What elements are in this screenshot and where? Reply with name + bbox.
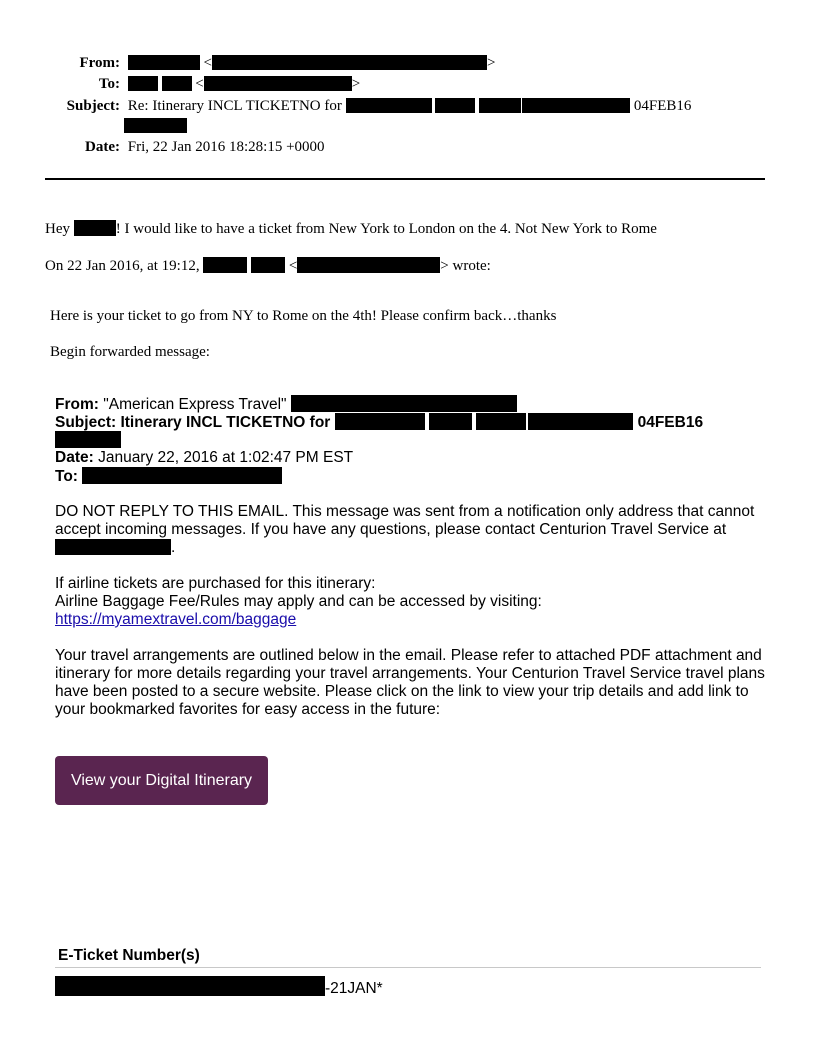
fwd-subject-continuation [55, 431, 121, 450]
quote-prefix: On 22 Jan 2016, at 19:12, [45, 258, 200, 274]
fwd-subject-row [55, 413, 703, 432]
redacted-quote-first [203, 257, 247, 273]
redacted-eticket-number [55, 976, 325, 996]
header-date-row [0, 139, 325, 156]
fwd-date-label: Date: [55, 449, 94, 466]
redacted-sender-email [212, 55, 487, 70]
redacted-fwd-subject-4 [528, 413, 633, 430]
eticket-divider [55, 967, 761, 968]
header-to-row [0, 76, 360, 93]
eticket-row [55, 976, 383, 998]
redacted-subject-3 [479, 98, 521, 113]
fwd-from-value: "American Express Travel" [103, 396, 287, 413]
fwd-subject-text: Itinerary INCL TICKETNO for [120, 414, 331, 431]
redacted-quote-last [251, 257, 285, 273]
fwd-date-value: January 22, 2016 at 1:02:47 PM EST [98, 449, 354, 466]
notice-paragraph [55, 503, 775, 557]
arrangements-paragraph: Your travel arrangements are outlined below in the email. Please refer to attached PDF attachment and itinerary for more details regarding your travel arrangements. Your Centurion Travel Service travel plans have been posted to a secure website. Please click on the link to view your trip details and add link to your bookmarked favorites for easy access in the future: [55, 647, 765, 718]
baggage-line-2: Airline Baggage Fee/Rules may apply and can be accessed by visiting: [55, 593, 542, 610]
subject-label: Subject: [66, 98, 120, 114]
subject-text: Re: Itinerary INCL TICKETNO for [127, 98, 342, 114]
fwd-to-label: To: [55, 468, 78, 485]
reply-line [45, 220, 657, 238]
baggage-link[interactable]: https://myamextravel.com/baggage [55, 611, 297, 628]
angle-open: < [288, 258, 298, 274]
fwd-subject-date-code: 04FEB16 [637, 414, 704, 431]
quoted-line-1: Here is your ticket to go from NY to Rome on the 4th! Please confirm back…thanks [50, 308, 557, 324]
angle-open: < [195, 76, 204, 92]
notice-end: . [171, 539, 176, 556]
redacted-fwd-subject-5 [55, 431, 121, 448]
redacted-subject-4 [522, 98, 630, 113]
fwd-from-row [55, 395, 517, 414]
view-digital-itinerary-button[interactable]: View your Digital Itinerary [55, 756, 268, 805]
redacted-recipient-email [204, 76, 352, 91]
baggage-line-1: If airline tickets are purchased for this itinerary: [55, 575, 376, 592]
redacted-subject-5 [124, 118, 187, 133]
redacted-quote-email [297, 257, 440, 273]
baggage-link-row [55, 611, 296, 629]
reply-body: ! I would like to have a ticket from New York to London on the 4. Not New York to Rome [115, 221, 657, 237]
header-subject-continuation [124, 117, 187, 135]
redacted-greeting-name [74, 220, 116, 236]
redacted-phone-number [55, 539, 171, 555]
header-from-row [0, 55, 495, 72]
redacted-fwd-subject-1 [335, 413, 425, 430]
angle-close: > [486, 55, 496, 71]
eticket-heading: E-Ticket Number(s) [58, 947, 200, 964]
eticket-suffix: -21JAN* [325, 980, 383, 997]
header-subject-row [0, 98, 691, 115]
quote-suffix: > wrote: [440, 258, 491, 274]
notice-text: DO NOT REPLY TO THIS EMAIL. This message was sent from a notification only address that cannot accept incoming messages. If you have any questions, please contact Centurion Travel Service at [55, 503, 755, 538]
angle-open: < [203, 55, 212, 71]
redacted-fwd-subject-3 [476, 413, 526, 430]
redacted-subject-2 [435, 98, 475, 113]
fwd-date-row [55, 449, 353, 467]
from-label: From: [79, 55, 120, 71]
date-label: Date: [85, 139, 120, 155]
redacted-sender-name [128, 55, 200, 70]
fwd-from-label: From: [55, 396, 99, 413]
redacted-recipient-first [128, 76, 158, 91]
date-value: Fri, 22 Jan 2016 18:28:15 +0000 [127, 139, 325, 155]
redacted-subject-1 [346, 98, 432, 113]
angle-close: > [351, 76, 361, 92]
to-label: To: [98, 76, 120, 92]
fwd-subject-label: Subject: [55, 414, 117, 431]
redacted-fwd-subject-2 [429, 413, 472, 430]
quoted-line-2: Begin forwarded message: [50, 344, 210, 360]
quote-attribution [45, 257, 491, 275]
redacted-recipient-last [162, 76, 192, 91]
reply-greeting: Hey [45, 221, 70, 237]
header-divider [45, 178, 765, 180]
redacted-fwd-from-email [291, 395, 517, 412]
subject-date-code: 04FEB16 [633, 98, 692, 114]
redacted-fwd-to-email [82, 467, 282, 484]
fwd-to-row [55, 467, 282, 486]
